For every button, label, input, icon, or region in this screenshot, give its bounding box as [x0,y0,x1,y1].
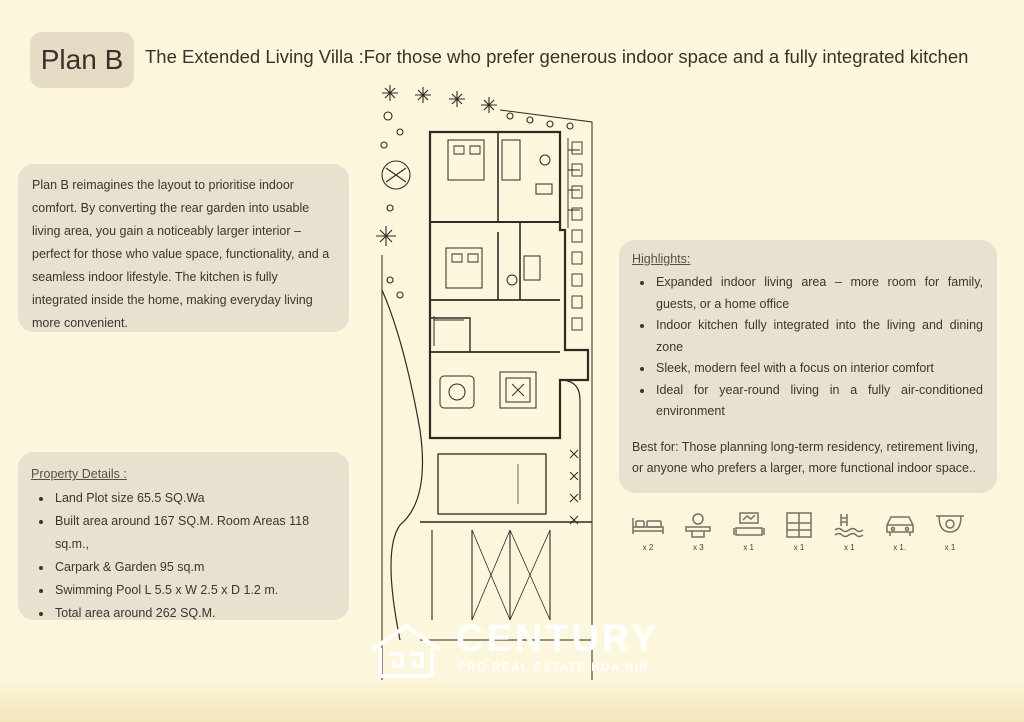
property-details-card [18,452,349,620]
property-detail-item: Swimming Pool L 5.5 x W 2.5 x D 1.2 m. [31,579,337,602]
house-logo-icon [368,622,444,680]
page-title: The Extended Living Villa :For those who prefer generous indoor space and a fully integrated kitchen [145,46,969,67]
car-icon [882,510,918,540]
garden-trees [376,85,573,298]
amenities-row [624,510,974,556]
bottom-band [0,684,1024,722]
highlights-list [632,272,983,423]
plan-label: Plan B [40,44,124,75]
plan-label-badge [30,32,134,88]
amenity-living-room: x 1 [725,510,773,556]
highlight-item: Expanded indoor living area – more room for family, guests, or a home office [632,272,983,315]
highlight-item: Ideal for year-round living in a fully air-conditioned environment [632,380,983,423]
amenity-bedrooms: x 2 [624,510,672,556]
best-for-text: Best for: Those planning long-term residency, retirement living, or anyone who prefers a larger, more functional indoor space.. [632,439,979,475]
property-details-heading: Property Details : [31,467,127,481]
kitchen-cabinet-icon [781,510,817,540]
swimming-pool-icon [831,510,867,540]
highlights-card [619,240,997,493]
amenity-pool: x 1 [825,510,873,556]
intro-card [18,164,349,332]
bed-icon [630,510,666,540]
amenity-bathrooms: x 3 [674,510,722,556]
highlight-item: Indoor kitchen fully integrated into the living and dining zone [632,315,983,358]
property-detail-item: Carpark & Garden 95 sq.m [31,556,337,579]
property-detail-item: Total area around 262 SQ.M. [31,602,337,625]
amenity-cctv: x 1 [926,510,974,556]
logo-tagline: PRO REAL ESTATE HUA HIN [458,662,650,674]
logo-name: CENTURY [456,618,660,660]
property-details-list [31,487,337,625]
cctv-camera-icon [932,510,968,540]
floor-plan-drawing [360,80,600,680]
living-room-sofa-icon [731,510,767,540]
intro-text: Plan B reimagines the layout to prioritise indoor comfort. By converting the rear garden into usable living area, you gain a noticeably larger interior – perfect for those who value space, functionality, and a seamless indoor lifestyle. The kitchen is fully integrated inside the home, making everyday living more convenient. [32,178,330,330]
bathroom-sink-icon [680,510,716,540]
property-detail-item: Land Plot size 65.5 SQ.Wa [31,487,337,510]
century-logo [368,618,668,688]
property-detail-item: Built area around 167 SQ.M. Room Areas 118 sq.m., [31,510,337,556]
amenity-kitchen: x 1 [775,510,823,556]
amenity-carpark: x 1. [876,510,924,556]
highlight-item: Sleek, modern feel with a focus on interior comfort [632,358,983,380]
highlights-heading: Highlights: [632,252,691,266]
